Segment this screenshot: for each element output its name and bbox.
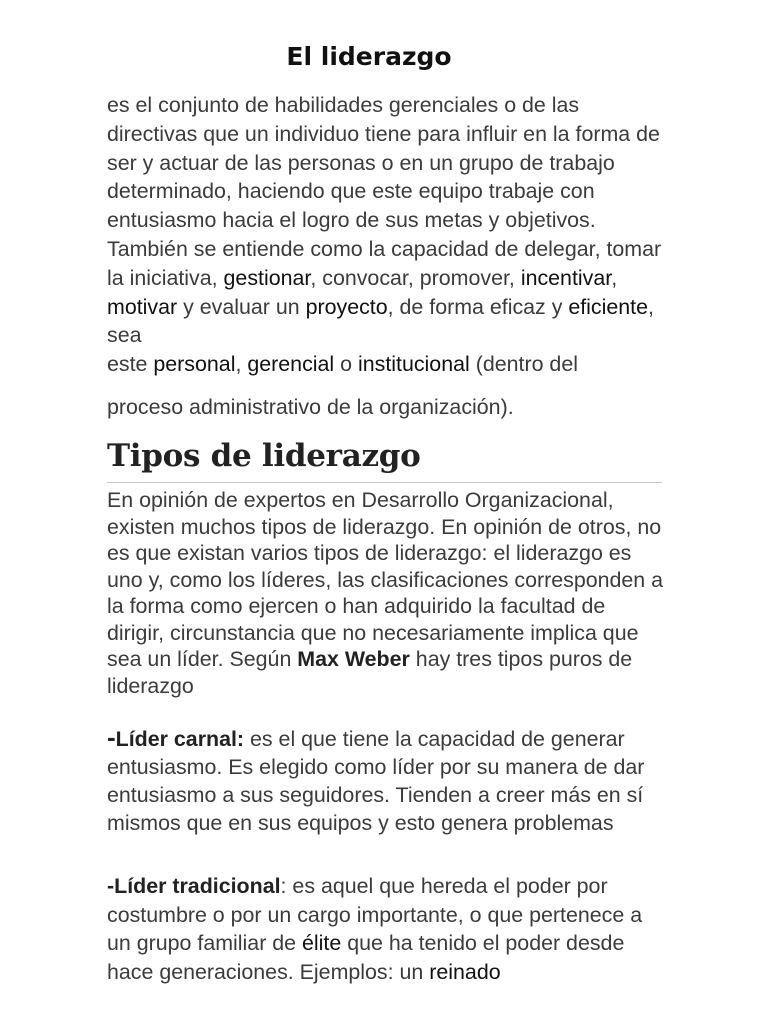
- intro-text: , de forma eficaz y: [387, 294, 563, 319]
- link-gestionar[interactable]: gestionar: [223, 265, 311, 290]
- intro-text: , sea: [107, 294, 654, 348]
- intro-text: este: [107, 352, 148, 377]
- link-reinado[interactable]: reinado: [429, 959, 501, 984]
- intro-text: y evaluar un: [183, 294, 300, 319]
- link-motivar[interactable]: motivar: [107, 294, 178, 319]
- types-text: hay tres tipos puros de liderazgo: [107, 647, 633, 698]
- link-incentivar[interactable]: incentivar: [520, 265, 612, 290]
- traditional-text: que ha tenido el poder desde hace generaciones. Ejemplos: un: [107, 931, 625, 984]
- types-text: En opinión de expertos en Desarrollo Organizacional, existen muchos tipos de liderazgo. En opinión de otros, no es que existan varios tipos de liderazgo: el liderazgo es uno y, como los líderes, las clasificaciones corresponden a la forma como ejercen o han adquirido la facultad de dirigir, circunstancia que no necesariamente implica que sea un líder. Según: [107, 488, 664, 671]
- intro-text: , convocar, promover,: [310, 265, 515, 290]
- max-weber-bold: Max Weber: [297, 647, 410, 671]
- intro-text: o: [340, 352, 353, 377]
- intro-text: es el conjunto de habilidades gerenciales o de las directivas que un individuo tiene para influir en la forma de ser y actuar de las personas o en un grupo de trabajo determinado, haciendo que este equipo trabaje con entusiasmo hacia el logro de sus metas y objetivos. También se entiende como la capacidad de delegar, tomar la iniciativa,: [107, 93, 662, 290]
- carnal-dash: -: [107, 722, 116, 752]
- intro-text: ,: [611, 265, 618, 290]
- carnal-leader-paragraph: [107, 723, 667, 837]
- carnal-text: es el que tiene la capacidad de generar entusiasmo. Es elegido como líder por su manera de dar entusiasmo a sus seguidores. Tienden a creer más en sí mismos que en sus equipos y esto genera problemas: [107, 727, 645, 835]
- link-eficiente[interactable]: eficiente: [568, 294, 649, 319]
- traditional-text: : es aquel que hereda el poder por costumbre o por un cargo importante, o que pertenece a un grupo familiar de: [107, 874, 643, 955]
- types-paragraph: [107, 487, 667, 699]
- link-proyecto[interactable]: proyecto: [305, 294, 388, 319]
- link-institucional[interactable]: institucional: [357, 352, 470, 377]
- carnal-term: Líder carnal:: [115, 727, 245, 751]
- section-heading: Tipos de liderazgo: [107, 438, 662, 483]
- link-gerencial[interactable]: gerencial: [247, 352, 335, 377]
- intro-paragraph-end: proceso administrativo de la organización).: [107, 395, 514, 419]
- traditional-term: -Líder tradicional: [107, 874, 281, 898]
- intro-text: (dentro del: [475, 352, 578, 377]
- intro-paragraph: [107, 91, 667, 379]
- link-elite[interactable]: élite: [302, 931, 342, 955]
- document-title: El liderazgo: [286, 42, 452, 71]
- traditional-leader-paragraph: [107, 872, 667, 986]
- intro-text: ,: [235, 352, 242, 377]
- link-personal[interactable]: personal: [153, 352, 236, 377]
